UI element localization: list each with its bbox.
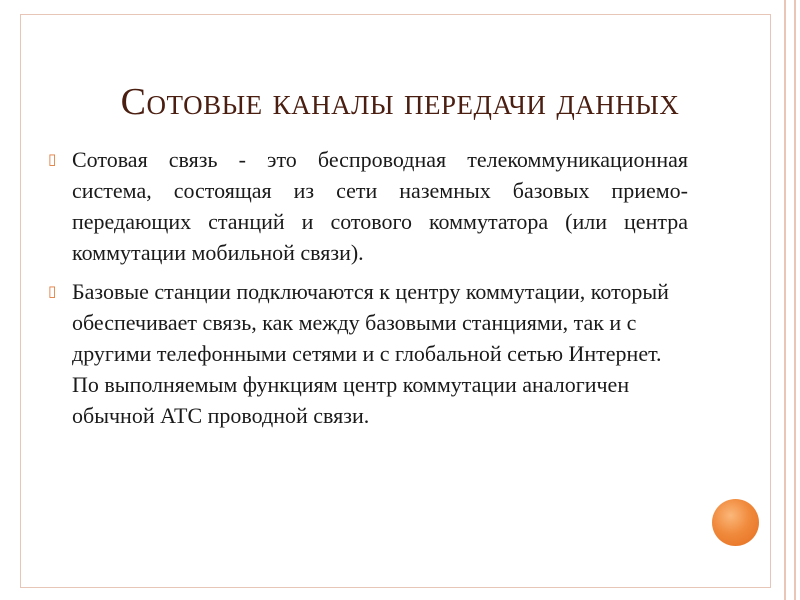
bullet-item-1 [48, 144, 688, 268]
right-edge-line-outer [794, 0, 796, 600]
right-edge-line [784, 0, 786, 600]
bullet-marker-icon: ▯ [48, 150, 57, 168]
decorative-orb-icon [712, 499, 759, 546]
bullet-item-2 [48, 276, 688, 431]
slide-content [48, 144, 688, 439]
bullet-marker-icon: ▯ [48, 282, 57, 300]
bullet-text: Сотовая связь - это беспроводная телекоммуникационная система, состоящая из сети наземных базовых приемо-передающих станций и сотового коммутатора (или центра коммутации мобильной связи). [72, 147, 688, 265]
bullet-text: Базовые станции подключаются к центру коммутации, который обеспечивает связь, как между базовыми станциями, так и с другими телефонными сетями и с глобальной сетью Интернет. По выполняемым функциям центр коммутации аналогичен обычной АТС проводной связи. [72, 279, 669, 428]
slide-title: Сотовые каналы передачи данных [120, 81, 680, 123]
